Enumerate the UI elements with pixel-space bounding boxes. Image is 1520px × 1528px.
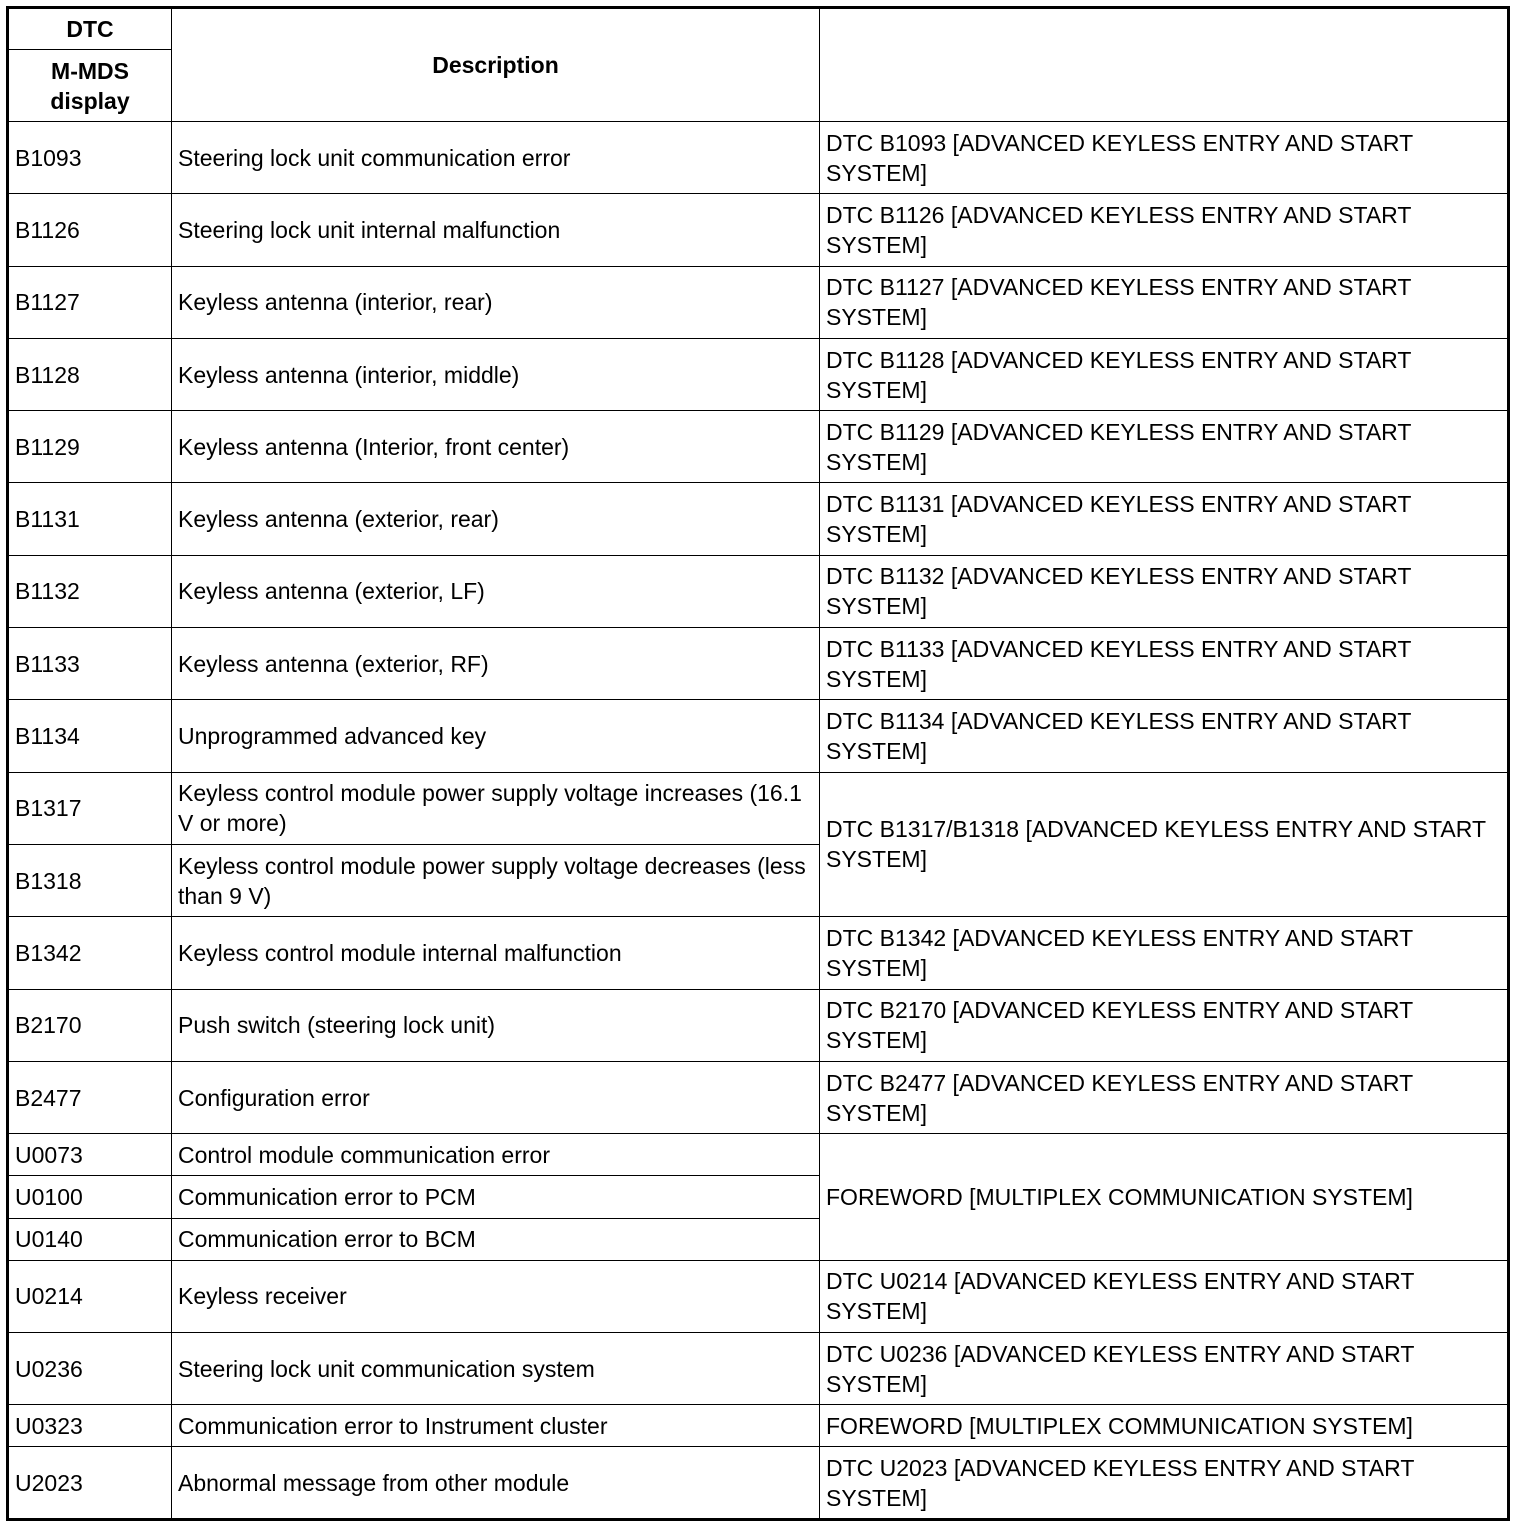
dtc-code: B1131 [8,483,172,555]
dtc-reference-link[interactable]: DTC B1342 [ADVANCED KEYLESS ENTRY AND START SYSTEM] [820,917,1509,989]
dtc-description: Push switch (steering lock unit) [172,989,820,1061]
dtc-reference-link[interactable]: DTC B1127 [ADVANCED KEYLESS ENTRY AND START SYSTEM] [820,266,1509,338]
dtc-description: Keyless antenna (exterior, rear) [172,483,820,555]
header-reference [820,8,1509,122]
dtc-code: B1129 [8,411,172,483]
table-row [8,555,1509,627]
dtc-reference-link[interactable]: DTC U2023 [ADVANCED KEYLESS ENTRY AND START SYSTEM] [820,1447,1509,1520]
dtc-reference-link[interactable]: FOREWORD [MULTIPLEX COMMUNICATION SYSTEM] [820,1405,1509,1447]
table-row [8,628,1509,700]
dtc-reference-link[interactable]: DTC U0236 [ADVANCED KEYLESS ENTRY AND START SYSTEM] [820,1332,1509,1404]
dtc-reference-link[interactable]: DTC U0214 [ADVANCED KEYLESS ENTRY AND START SYSTEM] [820,1260,1509,1332]
table-row [8,1447,1509,1520]
dtc-code: B1093 [8,122,172,194]
header-dtc: DTC [8,8,172,50]
dtc-description: Steering lock unit communication error [172,122,820,194]
dtc-reference-link[interactable]: DTC B1132 [ADVANCED KEYLESS ENTRY AND START SYSTEM] [820,555,1509,627]
dtc-code: U0140 [8,1218,172,1260]
table-row [8,1405,1509,1447]
header-description: Description [172,8,820,122]
table-row [8,266,1509,338]
dtc-description: Unprogrammed advanced key [172,700,820,772]
dtc-description: Control module communication error [172,1134,820,1176]
table-body [8,122,1509,1520]
dtc-code: U0323 [8,1405,172,1447]
dtc-code: U0214 [8,1260,172,1332]
dtc-description: Communication error to Instrument cluster [172,1405,820,1447]
dtc-code: U0100 [8,1176,172,1218]
dtc-code: B1132 [8,555,172,627]
table-header [8,8,1509,122]
dtc-description: Keyless receiver [172,1260,820,1332]
dtc-code: B1317 [8,772,172,844]
dtc-reference-link[interactable]: DTC B1129 [ADVANCED KEYLESS ENTRY AND START SYSTEM] [820,411,1509,483]
dtc-description: Keyless control module power supply voltage increases (16.1 V or more) [172,772,820,844]
table-row [8,1134,1509,1176]
table-row [8,338,1509,410]
dtc-reference-link[interactable]: DTC B1131 [ADVANCED KEYLESS ENTRY AND START SYSTEM] [820,483,1509,555]
dtc-reference-link[interactable]: DTC B2477 [ADVANCED KEYLESS ENTRY AND START SYSTEM] [820,1061,1509,1133]
dtc-description: Keyless antenna (Interior, front center) [172,411,820,483]
dtc-code: B1318 [8,844,172,916]
dtc-description: Communication error to PCM [172,1176,820,1218]
dtc-code: B1126 [8,194,172,266]
dtc-reference-link[interactable]: DTC B1093 [ADVANCED KEYLESS ENTRY AND START SYSTEM] [820,122,1509,194]
dtc-description: Communication error to BCM [172,1218,820,1260]
dtc-description: Steering lock unit communication system [172,1332,820,1404]
dtc-code: B2170 [8,989,172,1061]
table-row [8,122,1509,194]
dtc-description: Keyless antenna (exterior, RF) [172,628,820,700]
dtc-reference-link[interactable]: DTC B1134 [ADVANCED KEYLESS ENTRY AND START SYSTEM] [820,700,1509,772]
dtc-reference-link[interactable]: DTC B2170 [ADVANCED KEYLESS ENTRY AND START SYSTEM] [820,989,1509,1061]
dtc-code: U2023 [8,1447,172,1520]
table-row [8,772,1509,844]
dtc-description: Configuration error [172,1061,820,1133]
table-row [8,1332,1509,1404]
dtc-description: Keyless antenna (exterior, LF) [172,555,820,627]
dtc-code: U0073 [8,1134,172,1176]
dtc-description: Keyless antenna (interior, middle) [172,338,820,410]
dtc-description: Keyless control module power supply voltage decreases (less than 9 V) [172,844,820,916]
dtc-description: Abnormal message from other module [172,1447,820,1520]
table-row [8,1061,1509,1133]
dtc-reference-link[interactable]: DTC B1126 [ADVANCED KEYLESS ENTRY AND START SYSTEM] [820,194,1509,266]
dtc-code: B1133 [8,628,172,700]
table-row [8,411,1509,483]
table-row [8,1260,1509,1332]
dtc-code: B1127 [8,266,172,338]
dtc-reference-link[interactable]: FOREWORD [MULTIPLEX COMMUNICATION SYSTEM] [820,1134,1509,1261]
dtc-code: B1128 [8,338,172,410]
header-mmds-display: M-MDS display [8,50,172,122]
table-row [8,194,1509,266]
dtc-code: B1134 [8,700,172,772]
table-row [8,989,1509,1061]
dtc-reference-link[interactable]: DTC B1128 [ADVANCED KEYLESS ENTRY AND START SYSTEM] [820,338,1509,410]
dtc-reference-link[interactable]: DTC B1317/B1318 [ADVANCED KEYLESS ENTRY AND START SYSTEM] [820,772,1509,917]
dtc-code: B1342 [8,917,172,989]
table-row [8,483,1509,555]
dtc-code: B2477 [8,1061,172,1133]
dtc-table [6,6,1510,1521]
dtc-description: Keyless antenna (interior, rear) [172,266,820,338]
dtc-description: Steering lock unit internal malfunction [172,194,820,266]
dtc-description: Keyless control module internal malfunction [172,917,820,989]
dtc-code: U0236 [8,1332,172,1404]
table-row [8,700,1509,772]
dtc-reference-link[interactable]: DTC B1133 [ADVANCED KEYLESS ENTRY AND START SYSTEM] [820,628,1509,700]
table-row [8,917,1509,989]
